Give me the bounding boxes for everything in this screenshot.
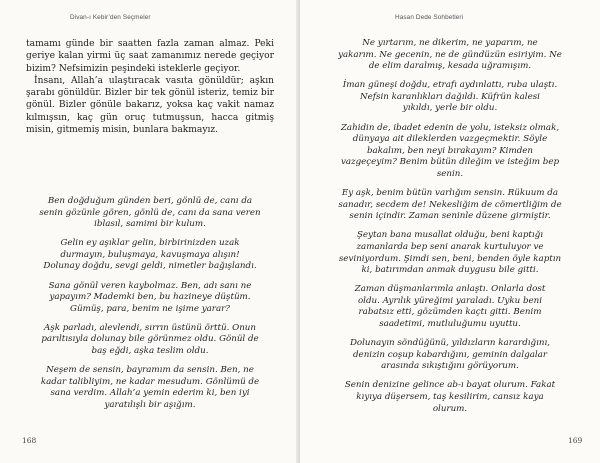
- verse-line: senin içindir. Zaman seninle düzene girmiştir.: [349, 211, 551, 222]
- paragraph: [26, 75, 274, 136]
- text-line: vakit namaz kılmışsın, kaç gün oruç tutmuşsun,: [26, 100, 274, 123]
- verse-line: iblasıl, samimi bir kulum.: [94, 219, 206, 230]
- verse-stanza: [325, 338, 575, 373]
- verse-line: Gelin ey aşıklar gelin, birbirinizden uzak: [60, 238, 240, 249]
- verse-line: senin.: [436, 168, 464, 179]
- verse-stanza: [25, 323, 275, 358]
- verse-line: ki, batırımdan anmak duygusu bile gitti.: [361, 265, 539, 276]
- verse-line: Zaman düşmanlarımla anlaştı. Onlarla dost: [354, 284, 546, 295]
- right-verses: [325, 38, 575, 415]
- verse-line: Sana gönül veren kaybolmaz. Ben, adı sanı ne: [48, 280, 252, 291]
- text-line: İnsanı, Allah’a ulaştıracak vasıta gönüldür;: [34, 75, 244, 86]
- verse-line: saadetimi, mutluluğumu uyuttu.: [379, 318, 521, 329]
- paragraph: [26, 38, 274, 75]
- verse-line: yapayım? Mademki ben, bu hazineye düştüm.: [49, 292, 251, 303]
- left-prose: [26, 38, 274, 136]
- verse-line: kıyıya düşersem, taş kesilirim, cansız kaya: [356, 391, 544, 402]
- text-line: geçiyor.: [204, 63, 241, 74]
- verse-line: bakalım, ben neyi bırakayım? Kimden: [366, 145, 533, 156]
- verse-line: Şeytan bana musallat olduğu, beni kaptığı: [356, 230, 544, 241]
- text-line: Peki geriye kalan yirmi üç saat zamanımız nerede: [26, 39, 274, 62]
- text-line: hacca gitmiş misin, gitmemiş misin, bunlara: [26, 112, 274, 136]
- verse-line: kadar talibliyim, ne kadar mesudum. Gönlümü de: [40, 376, 260, 387]
- text-line: tamamı günde bir saatten fazla zaman almaz.: [26, 39, 250, 49]
- verse-line: İman güneşi doğdu, etrafı aydınlattı, ruba ulaştı.: [342, 80, 558, 91]
- verse-line: denizin coşup kabardığını, geminin dalgalar: [353, 349, 547, 360]
- verse-line: durmayın, buluşmaya, kavuşmaya alışın!: [60, 249, 240, 260]
- verse-stanza: [325, 230, 575, 276]
- verse-stanza: [25, 365, 275, 411]
- verse-stanza: [325, 38, 575, 73]
- verse-line: yıkıldı, yerle bir oldu.: [402, 103, 498, 114]
- verse-line: vazgeçeyim? Benim bütün dileğim ve isteğim bep: [340, 157, 560, 168]
- verse-line: seviniyordum. Şimdi sen, beni, benden öyle kaptın: [338, 253, 562, 264]
- verse-line: yaratılışlı bir aşığım.: [104, 399, 196, 410]
- verse-line: zamanlarda bep seni anarak kurtuluyor ve: [356, 241, 544, 252]
- left-page-number: 168: [22, 436, 37, 445]
- verse-line: Nefsin karanlıkları dağıldı. Küfrün kalesi: [360, 91, 540, 102]
- verse-line: Aşk parladı, alevlendi, sırrın üstünü örttü. Onun: [43, 322, 257, 333]
- verse-line: rabatsız etti, gözümden kaçtı gitti. Benim: [358, 307, 542, 318]
- verse-line: parıltısıyla dolunay bile görünmez oldu. Gönül de: [41, 334, 259, 345]
- verse-line: sanadır, secdem de! Nekesliğim de cömertliğim de: [338, 199, 562, 210]
- verse-line: yakarım. Ne gecenin, ne de gündüzün esiriyim. Ne: [338, 49, 562, 60]
- text-line: aşkın şarabı gönüldür. Bizler bir tek gönül isteriz,: [26, 75, 274, 99]
- verse-line: Ben doğduğum günden beri, gönlü de, canı da: [47, 196, 253, 206]
- right-running-head: Hasan Dede Sohbetleri: [395, 14, 464, 21]
- verse-line: Gümüş, para, benim ne işime yarar?: [70, 303, 230, 314]
- verse-stanza: [25, 281, 275, 316]
- verse-stanza: [25, 196, 275, 231]
- text-line: bakmayız.: [171, 125, 219, 136]
- verse-line: olurum.: [432, 403, 468, 414]
- verse-stanza: [325, 80, 575, 115]
- verse-line: senin gözünle gören, gönlü de, canı da sana veren: [39, 207, 261, 218]
- verse-line: baş eğdi, aşka teslim oldu.: [91, 346, 209, 357]
- left-verses: [25, 196, 275, 412]
- verse-line: Neşem de sensin, bayramım da sensin. Ben, ne: [46, 365, 254, 376]
- verse-stanza: [325, 188, 575, 223]
- verse-line: Senin denizine gelince ab-ı bayat olurum. Fakat: [344, 380, 556, 391]
- verse-line: de elim daralmış, kesada uğramışım.: [368, 61, 532, 72]
- verse-line: dünyaya ait dileklerden vazgeçmektir. Söyle: [352, 134, 548, 145]
- verse-stanza: [25, 238, 275, 273]
- verse-line: sana verdim. Allah’a yemin ederim ki, ben iyi: [50, 388, 250, 399]
- text-line: temiz bir gönül. Bizler gönüle bakarız, yoksa kaç: [26, 88, 274, 111]
- verse-line: Dolunayın söndüğünü, yıldızların karardığını,: [349, 338, 551, 349]
- verse-stanza: [325, 380, 575, 415]
- text-line: geçiyor bizim? Nefsimizin peşindeki isteklerle: [26, 51, 274, 74]
- verse-line: Ne yırtarım, ne dikerim, ne yaparım, ne: [362, 38, 538, 48]
- verse-line: oldu. Ayrılık yüreğimi yaraladı. Uyku beni: [357, 295, 543, 306]
- verse-line: Dolunay doğdu, sevgi geldi, nimetler bağışlandı.: [43, 261, 257, 272]
- right-page: [300, 0, 600, 463]
- verse-line: Zahidin de, ibadet edenin de yolu, isteksiz olmak,: [340, 122, 560, 133]
- right-page-number: 169: [568, 436, 583, 445]
- verse-line: arasında sıkıştığını görüyorum.: [381, 361, 519, 372]
- verse-stanza: [325, 284, 575, 330]
- verse-stanza: [325, 123, 575, 181]
- left-running-head: Divan-ı Kebir’den Seçmeler: [70, 14, 151, 21]
- verse-line: Ey aşk, benim bütün varlığım sensin. Rükuum da: [341, 188, 559, 199]
